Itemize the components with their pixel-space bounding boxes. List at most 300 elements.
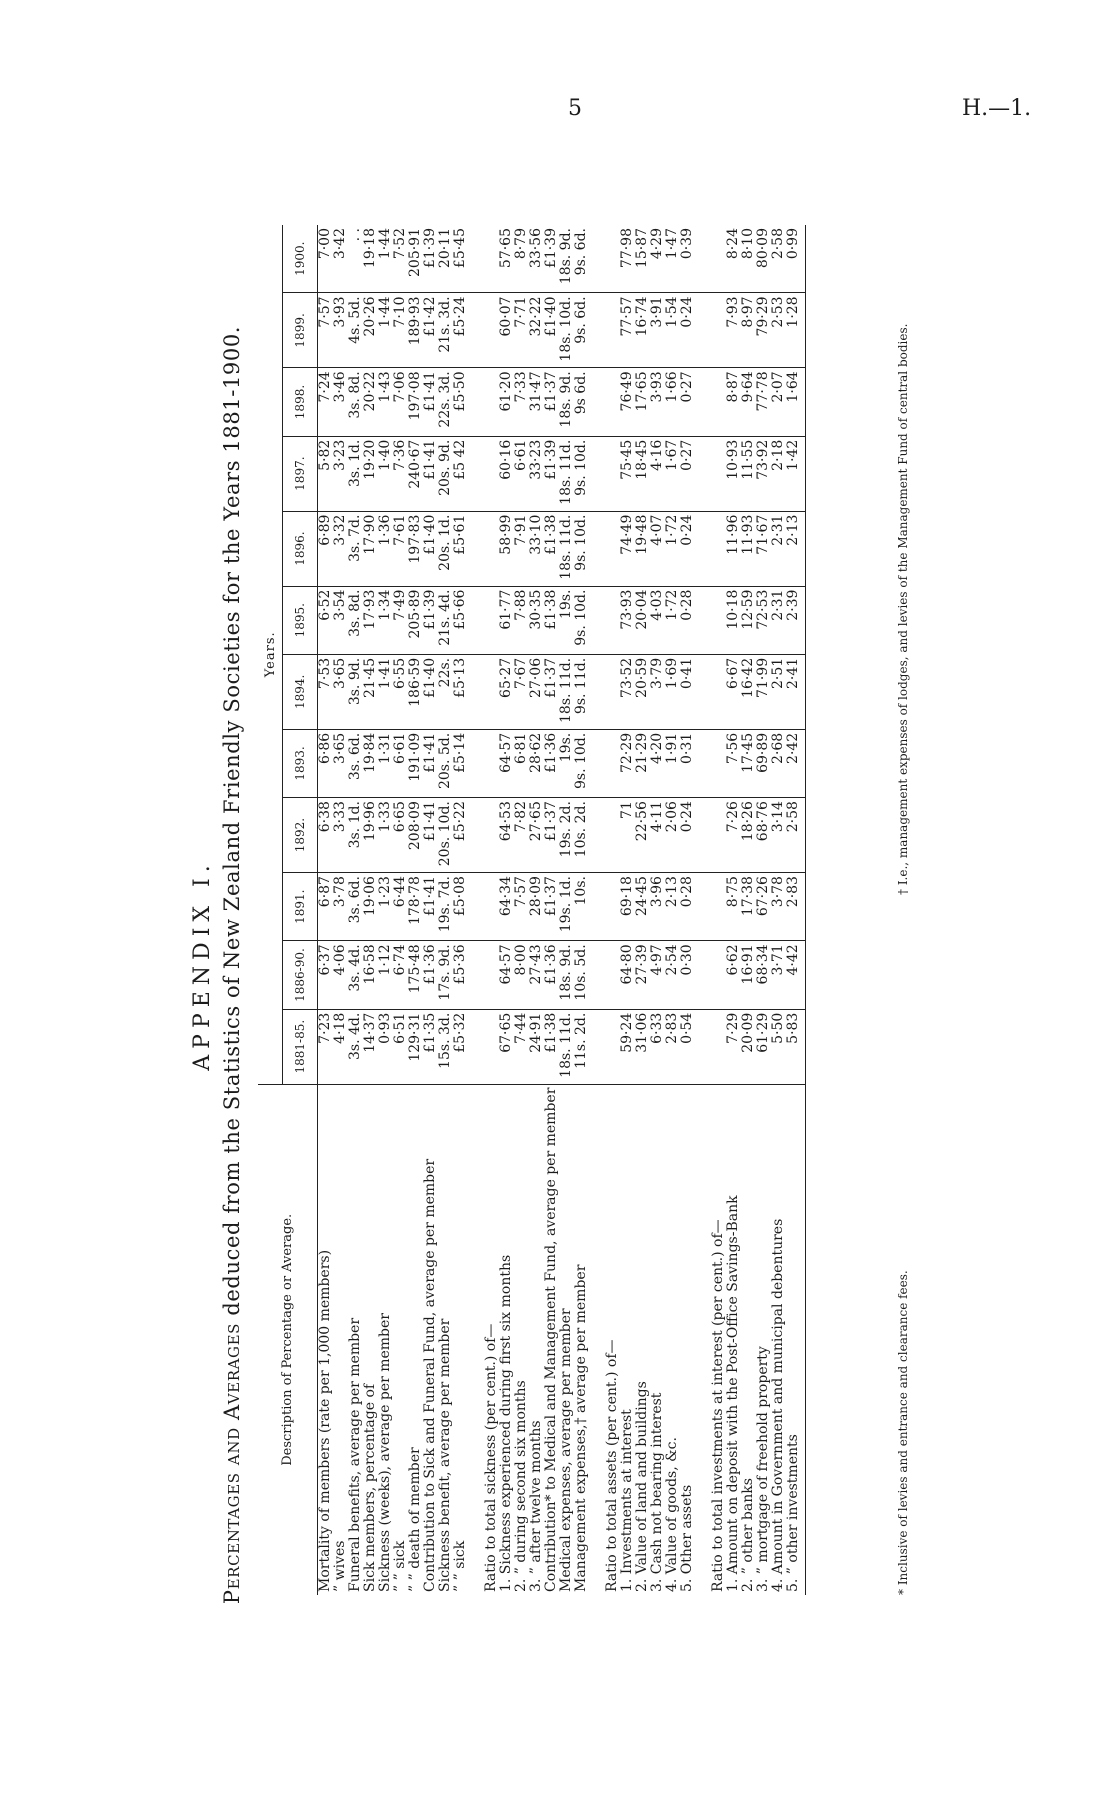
- value-cell: 80·09: [756, 225, 771, 293]
- value-cell: £1·38: [544, 586, 559, 654]
- value-cell: 7·26: [726, 798, 741, 873]
- value-cell: 3·14: [771, 798, 786, 873]
- footnote-dagger: † I.e., management expenses of lodges, and levies of the Management Fund of central bodies.: [896, 323, 910, 895]
- value-cell: 3·65: [333, 729, 348, 797]
- value-cell: 21·45: [363, 654, 378, 729]
- value-cell: 79·29: [756, 293, 771, 368]
- page-reference: H.—1.: [962, 96, 1032, 121]
- value-cell: 2·42: [786, 729, 806, 797]
- value-cell: [484, 1009, 499, 1084]
- table-title-rest: deduced from the Statistics of New Zealand Friendly Societies for the Years 1881-1900.: [220, 325, 244, 1316]
- value-cell: 8·00: [514, 941, 529, 1009]
- row-description: 3. Cash not bearing interest: [649, 1392, 665, 1592]
- value-cell: £1·37: [544, 873, 559, 941]
- footnote-star: * Inclusive of levies and entrance and clearance fees.: [896, 1270, 910, 1595]
- value-cell: 1·41: [378, 654, 393, 729]
- value-cell: 7·52: [393, 225, 408, 293]
- value-cell: £1·36: [423, 941, 438, 1009]
- year-column-header: 1900.: [283, 225, 318, 293]
- row-description: 1. Sickness experienced during first six months: [498, 1254, 514, 1592]
- row-description: Sick members, percentage of: [362, 1383, 378, 1592]
- value-cell: 9s. 11d.: [574, 654, 589, 729]
- value-cell: £1·41: [423, 368, 438, 436]
- value-cell: £5·45: [453, 225, 468, 293]
- value-cell: 7·36: [393, 436, 408, 511]
- value-cell: 8·97: [741, 293, 756, 368]
- year-column-header: 1886-90.: [283, 941, 318, 1009]
- value-cell: 20·11: [438, 225, 453, 293]
- value-cell: [711, 368, 726, 436]
- spacer-cell: [589, 293, 605, 368]
- spacer-cell: [468, 293, 484, 368]
- value-cell: 2·54: [665, 941, 680, 1009]
- value-cell: 1·64: [786, 368, 806, 436]
- value-cell: 1·40: [378, 436, 393, 511]
- table-row: [665, 225, 680, 1595]
- value-cell: 16·58: [363, 941, 378, 1009]
- table-row: [423, 225, 438, 1595]
- value-cell: 60·07: [499, 293, 514, 368]
- value-cell: 3s. 4d.: [348, 1009, 363, 1084]
- table-row: [453, 225, 468, 1595]
- spacer-cell: [468, 511, 484, 586]
- row-description: ” ” death of member: [407, 1447, 423, 1592]
- value-cell: 3s. 6d.: [348, 729, 363, 797]
- value-cell: 197·83: [408, 511, 423, 586]
- value-cell: 20·04: [635, 586, 650, 654]
- row-description: 2. Value of land and buildings: [634, 1381, 650, 1592]
- value-cell: 3·65: [333, 654, 348, 729]
- value-cell: 73·93: [620, 586, 635, 654]
- value-cell: 8·79: [514, 225, 529, 293]
- value-cell: 21·29: [635, 729, 650, 797]
- value-cell: 64·57: [499, 941, 514, 1009]
- value-cell: [711, 586, 726, 654]
- value-cell: 6·87: [318, 873, 334, 941]
- value-cell: 10s. 5d.: [574, 941, 589, 1009]
- spacer-cell: [468, 368, 484, 436]
- value-cell: [711, 225, 726, 293]
- value-cell: 69·18: [620, 873, 635, 941]
- value-cell: 68·76: [756, 798, 771, 873]
- value-cell: 57·65: [499, 225, 514, 293]
- value-cell: 5·50: [771, 1009, 786, 1084]
- value-cell: 11·55: [741, 436, 756, 511]
- row-description: Contribution to Sick and Funeral Fund, average per member: [422, 1158, 438, 1592]
- value-cell: 17·65: [635, 368, 650, 436]
- value-cell: 3·78: [771, 873, 786, 941]
- value-cell: 178·78: [408, 873, 423, 941]
- value-cell: [711, 654, 726, 729]
- value-cell: £5·36: [453, 941, 468, 1009]
- spacer-cell: [468, 873, 484, 941]
- value-cell: £5·50: [453, 368, 468, 436]
- spacer-cell: [589, 1084, 605, 1595]
- value-cell: 189·93: [408, 293, 423, 368]
- value-cell: 3·91: [650, 293, 665, 368]
- value-cell: 2·58: [771, 225, 786, 293]
- row-description: 5. Other assets: [679, 1484, 695, 1592]
- value-cell: [711, 436, 726, 511]
- spacer-cell: [695, 1009, 711, 1084]
- value-cell: 7·23: [318, 1009, 334, 1084]
- value-cell: 7·44: [514, 1009, 529, 1084]
- value-cell: 19·18: [363, 225, 378, 293]
- value-cell: 6·44: [393, 873, 408, 941]
- value-cell: 7·88: [514, 586, 529, 654]
- value-cell: [605, 511, 620, 586]
- spacer-cell: [695, 798, 711, 873]
- value-cell: [605, 654, 620, 729]
- row-description: ” ” sick: [452, 1540, 468, 1592]
- spacer-cell: [695, 436, 711, 511]
- section-spacer: [468, 225, 484, 1595]
- table-row: [650, 225, 665, 1595]
- value-cell: 3·93: [650, 368, 665, 436]
- value-cell: 31·47: [529, 368, 544, 436]
- value-cell: 7·06: [393, 368, 408, 436]
- value-cell: £1·38: [544, 1009, 559, 1084]
- table-body: [318, 225, 806, 1595]
- value-cell: 2·68: [771, 729, 786, 797]
- row-description: 1. Investments at interest: [619, 1409, 635, 1592]
- value-cell: 4·06: [333, 941, 348, 1009]
- value-cell: 18s. 9d.: [559, 941, 574, 1009]
- rotated-landscape-page: [70, 165, 930, 1765]
- value-cell: [484, 511, 499, 586]
- value-cell: 28·09: [529, 873, 544, 941]
- year-column-header: 1892.: [283, 798, 318, 873]
- table-row: [393, 225, 408, 1595]
- value-cell: 33·10: [529, 511, 544, 586]
- spacer-cell: [695, 225, 711, 293]
- spacer-cell: [589, 1009, 605, 1084]
- value-cell: 18s. 9d.: [559, 368, 574, 436]
- value-cell: [605, 873, 620, 941]
- value-cell: 27·65: [529, 798, 544, 873]
- value-cell: £1·38: [544, 511, 559, 586]
- value-cell: 16·74: [635, 293, 650, 368]
- value-cell: 0·93: [378, 1009, 393, 1084]
- value-cell: 3s. 9d.: [348, 654, 363, 729]
- page-number: 5: [568, 96, 582, 121]
- value-cell: 7·71: [514, 293, 529, 368]
- value-cell: 64·34: [499, 873, 514, 941]
- value-cell: 2·31: [771, 586, 786, 654]
- value-cell: 0·27: [680, 436, 695, 511]
- value-cell: 27·43: [529, 941, 544, 1009]
- value-cell: £1·40: [544, 293, 559, 368]
- value-cell: [605, 798, 620, 873]
- year-column-header: 1894.: [283, 654, 318, 729]
- value-cell: 1·36: [378, 511, 393, 586]
- row-description: Contribution* to Medical and Management Fund, average per member: [543, 1087, 559, 1592]
- value-cell: 20s. 5d.: [438, 729, 453, 797]
- value-cell: £1·41: [423, 873, 438, 941]
- spacer-cell: [589, 941, 605, 1009]
- table-row: [363, 225, 378, 1595]
- value-cell: 19·06: [363, 873, 378, 941]
- value-cell: 9s. 10d.: [574, 511, 589, 586]
- value-cell: 3·54: [333, 586, 348, 654]
- value-cell: 9s. 10d.: [574, 729, 589, 797]
- value-cell: 21s. 4d.: [438, 586, 453, 654]
- row-description: 3. ” mortgage of freehold property: [755, 1346, 771, 1592]
- value-cell: 7·49: [393, 586, 408, 654]
- value-cell: £1·39: [423, 225, 438, 293]
- value-cell: £5·66: [453, 586, 468, 654]
- value-cell: 10·93: [726, 436, 741, 511]
- row-description: ” wives: [332, 1540, 348, 1592]
- value-cell: 6·86: [318, 729, 334, 797]
- value-cell: 9·64: [741, 368, 756, 436]
- value-cell: 2·07: [771, 368, 786, 436]
- value-cell: 0·24: [680, 798, 695, 873]
- value-cell: £1·41: [423, 436, 438, 511]
- value-cell: 10s. 2d.: [574, 798, 589, 873]
- row-description: 2. ” during second six months: [513, 1380, 529, 1592]
- value-cell: 61·29: [756, 1009, 771, 1084]
- value-cell: 74·49: [620, 511, 635, 586]
- spacer-cell: [695, 368, 711, 436]
- value-cell: £1·41: [423, 729, 438, 797]
- year-column-header: 1881-85.: [283, 1009, 318, 1084]
- value-cell: 7·29: [726, 1009, 741, 1084]
- value-cell: 205·91: [408, 225, 423, 293]
- spacer-cell: [468, 941, 484, 1009]
- value-cell: 0·28: [680, 586, 695, 654]
- value-cell: 15·87: [635, 225, 650, 293]
- value-cell: 73·92: [756, 436, 771, 511]
- value-cell: 3·71: [771, 941, 786, 1009]
- value-cell: 15s. 3d.: [438, 1009, 453, 1084]
- value-cell: 30·35: [529, 586, 544, 654]
- value-cell: 1·69: [665, 654, 680, 729]
- value-cell: [711, 293, 726, 368]
- value-cell: 2·39: [786, 586, 806, 654]
- value-cell: 11·96: [726, 511, 741, 586]
- value-cell: [605, 586, 620, 654]
- table-row: [544, 225, 559, 1595]
- value-cell: 16·91: [741, 941, 756, 1009]
- section-spacer: [589, 225, 605, 1595]
- year-column-header: 1897.: [283, 436, 318, 511]
- value-cell: 2·18: [771, 436, 786, 511]
- value-cell: 2·13: [786, 511, 806, 586]
- value-cell: 7·67: [514, 654, 529, 729]
- value-cell: £5·61: [453, 511, 468, 586]
- value-cell: 1·91: [665, 729, 680, 797]
- year-column-header: 1891.: [283, 873, 318, 941]
- value-cell: 17·90: [363, 511, 378, 586]
- value-cell: 17·45: [741, 729, 756, 797]
- value-cell: 4·07: [650, 511, 665, 586]
- value-cell: 9s. 6d.: [574, 225, 589, 293]
- value-cell: £1·40: [423, 511, 438, 586]
- value-cell: 9s. 10d.: [574, 436, 589, 511]
- value-cell: 1·31: [378, 729, 393, 797]
- appendix-title: APPENDIX I.: [190, 859, 215, 1071]
- value-cell: 1·54: [665, 293, 680, 368]
- value-cell: [605, 436, 620, 511]
- value-cell: [484, 941, 499, 1009]
- year-column-header: 1899.: [283, 293, 318, 368]
- table-title: [220, 165, 244, 1765]
- value-cell: 6·67: [726, 654, 741, 729]
- row-description: Medical expenses, average per member: [558, 1308, 574, 1592]
- spacer-cell: [695, 873, 711, 941]
- value-cell: [484, 293, 499, 368]
- value-cell: £5·24: [453, 293, 468, 368]
- spacer-cell: [695, 1084, 711, 1595]
- value-cell: 76·49: [620, 368, 635, 436]
- value-cell: 64·80: [620, 941, 635, 1009]
- spacer-cell: [468, 729, 484, 797]
- value-cell: [711, 511, 726, 586]
- spacer-cell: [468, 436, 484, 511]
- row-description: Ratio to total sickness (per cent.) of—: [483, 1323, 499, 1592]
- value-cell: 6·65: [393, 798, 408, 873]
- spacer-cell: [589, 873, 605, 941]
- year-column-header: 1898.: [283, 368, 318, 436]
- value-cell: 0·41: [680, 654, 695, 729]
- value-cell: 69·89: [756, 729, 771, 797]
- spacer-cell: [468, 586, 484, 654]
- value-cell: 20·59: [635, 654, 650, 729]
- spacer-cell: [695, 729, 711, 797]
- value-cell: £1·37: [544, 368, 559, 436]
- value-cell: 205·89: [408, 586, 423, 654]
- value-cell: 1·33: [378, 798, 393, 873]
- value-cell: 18s. 10d.: [559, 293, 574, 368]
- row-description: ” ” sick: [392, 1540, 408, 1592]
- value-cell: 7·10: [393, 293, 408, 368]
- value-cell: 2·41: [786, 654, 806, 729]
- value-cell: 20s. 10d.: [438, 798, 453, 873]
- value-cell: 77·98: [620, 225, 635, 293]
- value-cell: 20s. 9d.: [438, 436, 453, 511]
- table-row: [408, 225, 423, 1595]
- statistics-table: [258, 225, 806, 1595]
- value-cell: 3·46: [333, 368, 348, 436]
- value-cell: 1·23: [378, 873, 393, 941]
- value-cell: 59·24: [620, 1009, 635, 1084]
- value-cell: 22s. 3d.: [438, 368, 453, 436]
- year-column-header: 1896.: [283, 511, 318, 586]
- value-cell: 4·29: [650, 225, 665, 293]
- value-cell: 7·61: [393, 511, 408, 586]
- value-cell: £1·35: [423, 1009, 438, 1084]
- value-cell: 3·23: [333, 436, 348, 511]
- value-cell: 7·56: [726, 729, 741, 797]
- value-cell: 4·18: [333, 1009, 348, 1084]
- value-cell: £1·37: [544, 798, 559, 873]
- value-cell: 58·99: [499, 511, 514, 586]
- value-cell: 18s. 11d.: [559, 654, 574, 729]
- value-cell: 19s.: [559, 729, 574, 797]
- value-cell: 18·26: [741, 798, 756, 873]
- value-cell: 6·81: [514, 729, 529, 797]
- value-cell: 24·91: [529, 1009, 544, 1084]
- value-cell: 18s. 11d.: [559, 436, 574, 511]
- value-cell: 6·33: [650, 1009, 665, 1084]
- row-description: Management expenses,† average per member: [573, 1264, 589, 1592]
- spacer-cell: [589, 654, 605, 729]
- value-cell: 60·16: [499, 436, 514, 511]
- value-cell: 17·38: [741, 873, 756, 941]
- value-cell: 18·45: [635, 436, 650, 511]
- value-cell: 20s. 1d.: [438, 511, 453, 586]
- value-cell: 6·55: [393, 654, 408, 729]
- value-cell: £5·32: [453, 1009, 468, 1084]
- value-cell: 0·28: [680, 873, 695, 941]
- spacer-cell: [695, 293, 711, 368]
- table-row: [574, 225, 589, 1595]
- value-cell: 7·57: [514, 873, 529, 941]
- value-cell: 5·83: [786, 1009, 806, 1084]
- value-cell: 4·03: [650, 586, 665, 654]
- row-description: 4. Amount in Government and municipal debentures: [770, 1218, 786, 1592]
- value-cell: 1·12: [378, 941, 393, 1009]
- value-cell: 10s.: [574, 873, 589, 941]
- value-cell: 8·10: [741, 225, 756, 293]
- years-header: Years.: [258, 225, 283, 1084]
- table-row: [680, 225, 695, 1595]
- row-description: 4. Value of goods, &c.: [664, 1437, 680, 1592]
- value-cell: 71: [620, 798, 635, 873]
- value-cell: 8·75: [726, 873, 741, 941]
- value-cell: £5 42: [453, 436, 468, 511]
- value-cell: 33·23: [529, 436, 544, 511]
- row-description: 2. ” other banks: [740, 1478, 756, 1592]
- value-cell: 20·09: [741, 1009, 756, 1084]
- value-cell: [605, 729, 620, 797]
- value-cell: 19s. 7d.: [438, 873, 453, 941]
- value-cell: 0·27: [680, 368, 695, 436]
- value-cell: [605, 225, 620, 293]
- value-cell: 72·29: [620, 729, 635, 797]
- value-cell: 20·26: [363, 293, 378, 368]
- value-cell: £1·39: [544, 436, 559, 511]
- value-cell: 19·96: [363, 798, 378, 873]
- value-cell: . .: [348, 225, 363, 293]
- value-cell: 1·43: [378, 368, 393, 436]
- value-cell: £1·37: [544, 654, 559, 729]
- value-cell: 3s. 1d.: [348, 436, 363, 511]
- value-cell: [605, 368, 620, 436]
- value-cell: 0·99: [786, 225, 806, 293]
- value-cell: 1·28: [786, 293, 806, 368]
- value-cell: 6·38: [318, 798, 334, 873]
- value-cell: 17·93: [363, 586, 378, 654]
- value-cell: 64·53: [499, 798, 514, 873]
- value-cell: 72·53: [756, 586, 771, 654]
- value-cell: 1·67: [665, 436, 680, 511]
- value-cell: 1·34: [378, 586, 393, 654]
- value-cell: 2·53: [771, 293, 786, 368]
- value-cell: 3·79: [650, 654, 665, 729]
- value-cell: 14·37: [363, 1009, 378, 1084]
- value-cell: £5·14: [453, 729, 468, 797]
- value-cell: £1·41: [423, 798, 438, 873]
- spacer-cell: [468, 1084, 484, 1595]
- value-cell: 67·65: [499, 1009, 514, 1084]
- value-cell: 6·61: [393, 729, 408, 797]
- value-cell: 3·33: [333, 798, 348, 873]
- value-cell: [711, 1009, 726, 1084]
- year-column-header: 1893.: [283, 729, 318, 797]
- value-cell: [484, 654, 499, 729]
